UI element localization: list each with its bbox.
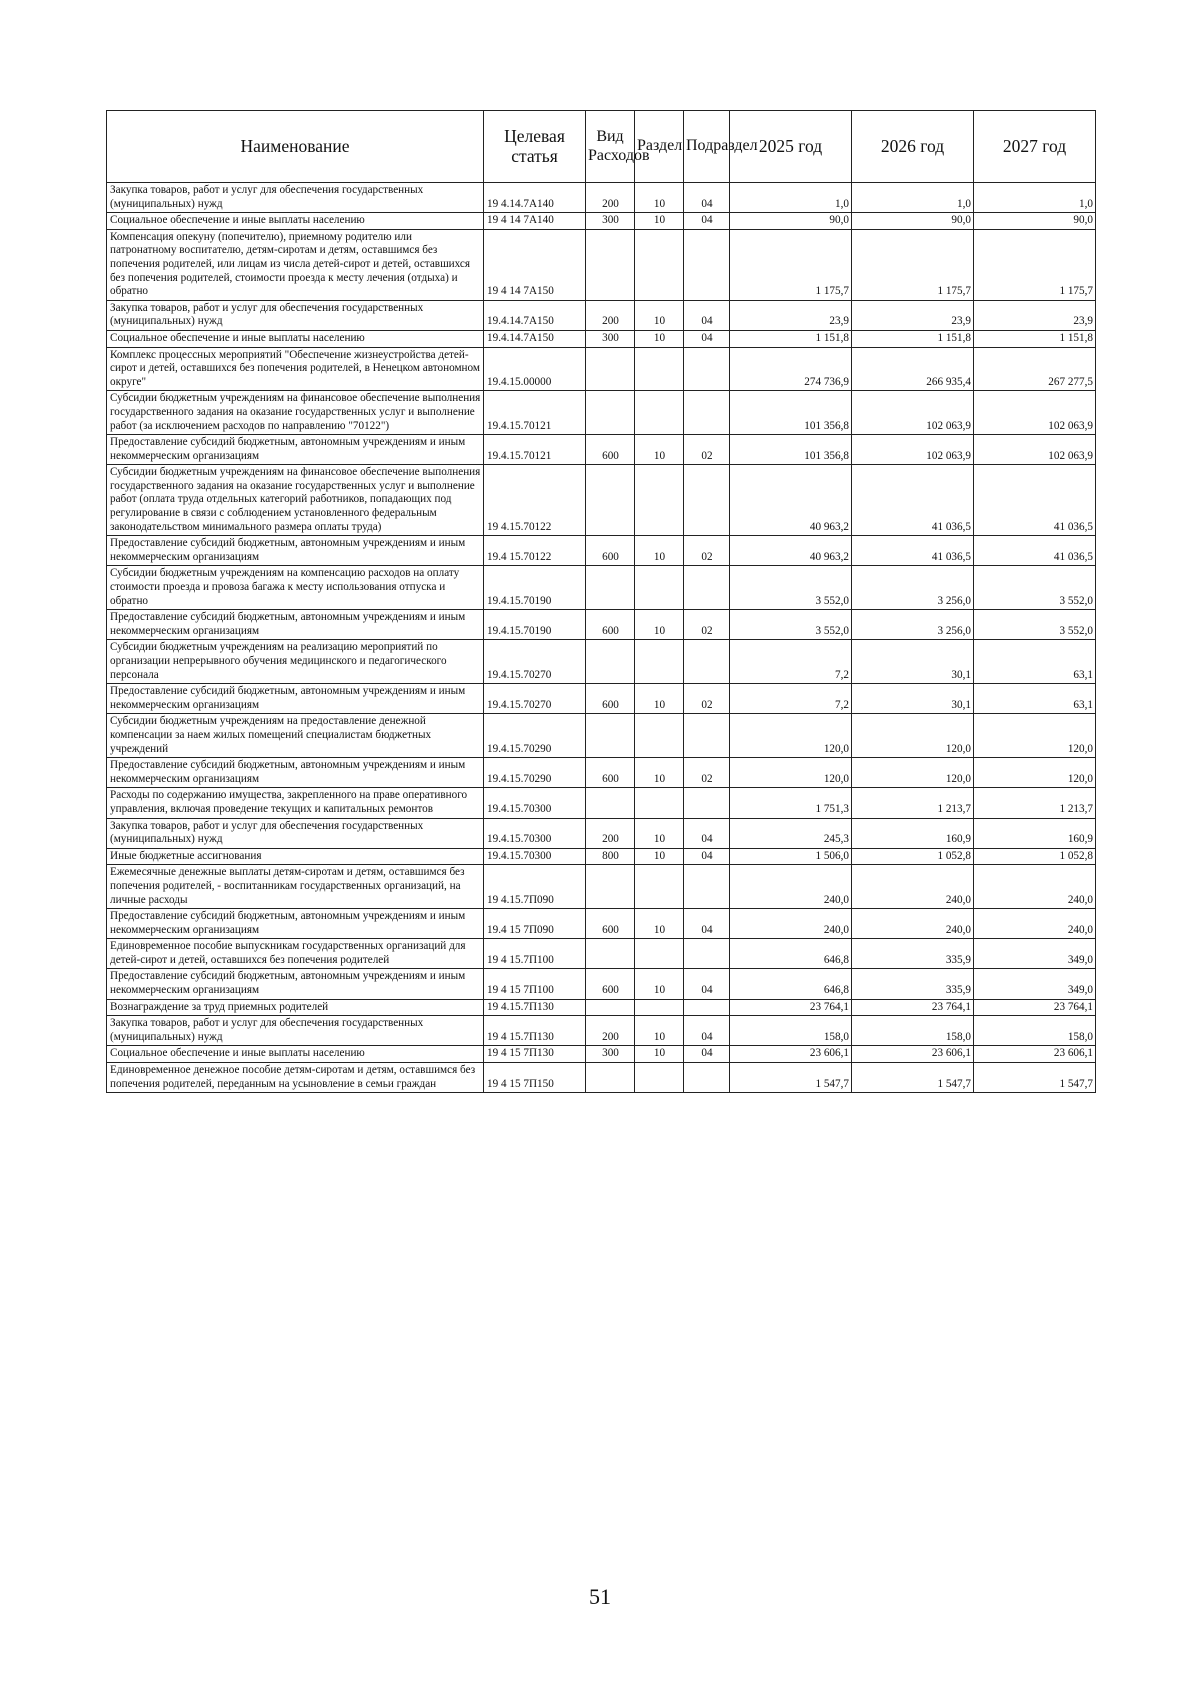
table-row bbox=[107, 391, 1096, 435]
header-target: Целевая статья bbox=[484, 111, 586, 183]
row-target: 19.4.15.70270 bbox=[484, 640, 586, 684]
row-type: 300 bbox=[586, 330, 635, 347]
row-name: Компенсация опекуну (попечителю), приемному родителю или патронатному воспитателю, детям-сиротам и детям, оставшимся без попечения родителей, или лицам из числа детей-сирот и детей, оставшихся без попечения родителей, стоимости проезда к месту лечения (отдыха) и обратно bbox=[107, 229, 484, 300]
row-value-2027: 23,9 bbox=[974, 300, 1096, 330]
table-row bbox=[107, 213, 1096, 230]
row-value-2027: 41 036,5 bbox=[974, 536, 1096, 566]
row-subsection: 02 bbox=[684, 435, 730, 465]
row-section bbox=[635, 347, 684, 391]
row-value-2025: 40 963,2 bbox=[730, 465, 852, 536]
row-value-2027: 41 036,5 bbox=[974, 465, 1096, 536]
table-row bbox=[107, 758, 1096, 788]
budget-table bbox=[106, 110, 1096, 1093]
row-value-2025: 23,9 bbox=[730, 300, 852, 330]
row-target: 19.4.15.70300 bbox=[484, 788, 586, 818]
row-section: 10 bbox=[635, 183, 684, 213]
row-subsection bbox=[684, 865, 730, 909]
header-type: Вид Расходов bbox=[586, 111, 635, 183]
row-value-2026: 102 063,9 bbox=[852, 391, 974, 435]
row-value-2025: 7,2 bbox=[730, 640, 852, 684]
row-value-2025: 1 751,3 bbox=[730, 788, 852, 818]
row-type: 600 bbox=[586, 536, 635, 566]
row-name: Субсидии бюджетным учреждениям на финансовое обеспечение выполнения государственного задания на оказание государственных услуг и выполнение работ (оплата труда отдельных категорий работников, попадающих под регулирование в связи с соблюдением установленного федеральным законодательством минимального размера оплаты труда) bbox=[107, 465, 484, 536]
row-value-2026: 30,1 bbox=[852, 640, 974, 684]
table-row bbox=[107, 566, 1096, 610]
row-value-2026: 1 175,7 bbox=[852, 229, 974, 300]
row-name: Закупка товаров, работ и услуг для обеспечения государственных (муниципальных) нужд bbox=[107, 300, 484, 330]
row-value-2025: 240,0 bbox=[730, 865, 852, 909]
row-value-2025: 120,0 bbox=[730, 714, 852, 758]
row-value-2027: 3 552,0 bbox=[974, 610, 1096, 640]
row-section: 10 bbox=[635, 300, 684, 330]
row-subsection: 04 bbox=[684, 183, 730, 213]
row-type: 600 bbox=[586, 435, 635, 465]
row-type: 600 bbox=[586, 909, 635, 939]
header-2025: 2025 год bbox=[730, 111, 852, 183]
row-section: 10 bbox=[635, 1016, 684, 1046]
row-value-2026: 41 036,5 bbox=[852, 536, 974, 566]
row-target: 19 4.15.70122 bbox=[484, 465, 586, 536]
row-value-2025: 101 356,8 bbox=[730, 391, 852, 435]
row-target: 19 4 15.7П100 bbox=[484, 939, 586, 969]
row-subsection: 04 bbox=[684, 330, 730, 347]
row-value-2027: 1 052,8 bbox=[974, 848, 1096, 865]
row-name: Предоставление субсидий бюджетным, автономным учреждениям и иным некоммерческим организациям bbox=[107, 610, 484, 640]
row-value-2026: 240,0 bbox=[852, 909, 974, 939]
table-row bbox=[107, 536, 1096, 566]
row-value-2027: 240,0 bbox=[974, 909, 1096, 939]
table-row bbox=[107, 465, 1096, 536]
row-section: 10 bbox=[635, 610, 684, 640]
row-name: Предоставление субсидий бюджетным, автономным учреждениям и иным некоммерческим организациям bbox=[107, 909, 484, 939]
row-value-2025: 3 552,0 bbox=[730, 610, 852, 640]
row-value-2026: 1 213,7 bbox=[852, 788, 974, 818]
row-type: 600 bbox=[586, 684, 635, 714]
row-subsection: 04 bbox=[684, 818, 730, 848]
header-subsection: Подраздел bbox=[684, 111, 730, 183]
row-value-2027: 1 151,8 bbox=[974, 330, 1096, 347]
table-row bbox=[107, 969, 1096, 999]
row-subsection: 02 bbox=[684, 610, 730, 640]
row-subsection bbox=[684, 939, 730, 969]
row-section bbox=[635, 640, 684, 684]
row-section: 10 bbox=[635, 684, 684, 714]
row-section bbox=[635, 788, 684, 818]
row-value-2027: 240,0 bbox=[974, 865, 1096, 909]
row-value-2025: 158,0 bbox=[730, 1016, 852, 1046]
row-value-2026: 41 036,5 bbox=[852, 465, 974, 536]
row-value-2026: 23,9 bbox=[852, 300, 974, 330]
header-section: Раздел bbox=[635, 111, 684, 183]
row-name: Предоставление субсидий бюджетным, автономным учреждениям и иным некоммерческим организациям bbox=[107, 758, 484, 788]
row-subsection bbox=[684, 999, 730, 1016]
row-value-2027: 3 552,0 bbox=[974, 566, 1096, 610]
table-row bbox=[107, 610, 1096, 640]
row-target: 19 4 14 7А150 bbox=[484, 229, 586, 300]
row-subsection: 02 bbox=[684, 684, 730, 714]
row-value-2027: 63,1 bbox=[974, 640, 1096, 684]
row-value-2025: 101 356,8 bbox=[730, 435, 852, 465]
row-section bbox=[635, 939, 684, 969]
row-target: 19.4.15.70121 bbox=[484, 391, 586, 435]
row-type: 600 bbox=[586, 969, 635, 999]
row-subsection bbox=[684, 1063, 730, 1093]
row-value-2025: 1,0 bbox=[730, 183, 852, 213]
row-subsection: 04 bbox=[684, 909, 730, 939]
row-section bbox=[635, 391, 684, 435]
row-section: 10 bbox=[635, 330, 684, 347]
table-row bbox=[107, 848, 1096, 865]
row-subsection bbox=[684, 788, 730, 818]
row-name: Вознаграждение за труд приемных родителей bbox=[107, 999, 484, 1016]
table-row bbox=[107, 909, 1096, 939]
row-subsection bbox=[684, 347, 730, 391]
row-section bbox=[635, 999, 684, 1016]
row-name: Социальное обеспечение и иные выплаты населению bbox=[107, 213, 484, 230]
row-type bbox=[586, 999, 635, 1016]
row-value-2026: 158,0 bbox=[852, 1016, 974, 1046]
row-name: Комплекс процессных мероприятий "Обеспечение жизнеустройства детей-сирот и детей, оставшихся без попечения родителей, в Ненецком автономном округе" bbox=[107, 347, 484, 391]
table-row bbox=[107, 229, 1096, 300]
row-type: 200 bbox=[586, 818, 635, 848]
row-value-2026: 23 764,1 bbox=[852, 999, 974, 1016]
row-value-2026: 1 052,8 bbox=[852, 848, 974, 865]
row-value-2027: 1 547,7 bbox=[974, 1063, 1096, 1093]
row-name: Субсидии бюджетным учреждениям на финансовое обеспечение выполнения государственного задания на оказание государственных услуг и выполнение работ (за исключением расходов по направлению "70122") bbox=[107, 391, 484, 435]
row-subsection: 02 bbox=[684, 758, 730, 788]
row-section bbox=[635, 714, 684, 758]
row-value-2027: 102 063,9 bbox=[974, 391, 1096, 435]
row-section bbox=[635, 1063, 684, 1093]
table-row bbox=[107, 939, 1096, 969]
row-value-2025: 23 606,1 bbox=[730, 1046, 852, 1063]
table-row bbox=[107, 1046, 1096, 1063]
table-row bbox=[107, 788, 1096, 818]
table-row bbox=[107, 684, 1096, 714]
table-row bbox=[107, 330, 1096, 347]
table-row bbox=[107, 818, 1096, 848]
row-subsection: 04 bbox=[684, 848, 730, 865]
row-value-2027: 1 213,7 bbox=[974, 788, 1096, 818]
row-value-2027: 120,0 bbox=[974, 714, 1096, 758]
row-value-2027: 63,1 bbox=[974, 684, 1096, 714]
row-subsection: 04 bbox=[684, 300, 730, 330]
row-target: 19.4 15 7П090 bbox=[484, 909, 586, 939]
header-2027: 2027 год bbox=[974, 111, 1096, 183]
row-target: 19.4.14.7А150 bbox=[484, 330, 586, 347]
row-value-2027: 349,0 bbox=[974, 969, 1096, 999]
row-section: 10 bbox=[635, 1046, 684, 1063]
row-name: Социальное обеспечение и иные выплаты населению bbox=[107, 1046, 484, 1063]
row-name: Ежемесячные денежные выплаты детям-сиротам и детям, оставшимся без попечения родителей, - воспитанникам государственных организаций, на личные расходы bbox=[107, 865, 484, 909]
row-value-2026: 160,9 bbox=[852, 818, 974, 848]
table-row bbox=[107, 640, 1096, 684]
row-section: 10 bbox=[635, 435, 684, 465]
row-type bbox=[586, 465, 635, 536]
row-name: Закупка товаров, работ и услуг для обеспечения государственных (муниципальных) нужд bbox=[107, 183, 484, 213]
header-2026: 2026 год bbox=[852, 111, 974, 183]
row-type: 200 bbox=[586, 300, 635, 330]
row-value-2025: 1 547,7 bbox=[730, 1063, 852, 1093]
row-type bbox=[586, 391, 635, 435]
row-type: 600 bbox=[586, 610, 635, 640]
row-type bbox=[586, 566, 635, 610]
row-name: Субсидии бюджетным учреждениям на реализацию мероприятий по организации непрерывного обучения медицинского и педагогического персонала bbox=[107, 640, 484, 684]
row-value-2025: 240,0 bbox=[730, 909, 852, 939]
row-section: 10 bbox=[635, 213, 684, 230]
table-header-row bbox=[107, 111, 1096, 183]
row-value-2026: 1,0 bbox=[852, 183, 974, 213]
row-subsection bbox=[684, 566, 730, 610]
row-target: 19 4.15.7П090 bbox=[484, 865, 586, 909]
row-value-2027: 120,0 bbox=[974, 758, 1096, 788]
table-body bbox=[107, 183, 1096, 1093]
row-value-2025: 245,3 bbox=[730, 818, 852, 848]
row-value-2027: 102 063,9 bbox=[974, 435, 1096, 465]
row-name: Единовременное денежное пособие детям-сиротам и детям, оставшимся без попечения родителей, переданным на усыновление в семьи граждан bbox=[107, 1063, 484, 1093]
row-section bbox=[635, 865, 684, 909]
row-name: Предоставление субсидий бюджетным, автономным учреждениям и иным некоммерческим организациям bbox=[107, 536, 484, 566]
row-section: 10 bbox=[635, 758, 684, 788]
row-value-2025: 1 506,0 bbox=[730, 848, 852, 865]
row-name: Иные бюджетные ассигнования bbox=[107, 848, 484, 865]
row-value-2027: 23 764,1 bbox=[974, 999, 1096, 1016]
row-value-2026: 335,9 bbox=[852, 939, 974, 969]
row-name: Единовременное пособие выпускникам государственных организаций для детей-сирот и детей, оставшихся без попечения родителей bbox=[107, 939, 484, 969]
row-target: 19.4.15.70290 bbox=[484, 714, 586, 758]
row-type: 200 bbox=[586, 183, 635, 213]
table-row bbox=[107, 865, 1096, 909]
row-subsection bbox=[684, 391, 730, 435]
row-section: 10 bbox=[635, 848, 684, 865]
row-target: 19 4 15 7П150 bbox=[484, 1063, 586, 1093]
row-section bbox=[635, 229, 684, 300]
row-value-2026: 1 151,8 bbox=[852, 330, 974, 347]
row-type: 300 bbox=[586, 213, 635, 230]
table-row bbox=[107, 714, 1096, 758]
row-name: Предоставление субсидий бюджетным, автономным учреждениям и иным некоммерческим организациям bbox=[107, 435, 484, 465]
row-section: 10 bbox=[635, 909, 684, 939]
row-name: Предоставление субсидий бюджетным, автономным учреждениям и иным некоммерческим организациям bbox=[107, 969, 484, 999]
row-type: 600 bbox=[586, 758, 635, 788]
table-row bbox=[107, 183, 1096, 213]
row-target: 19.4 15.70122 bbox=[484, 536, 586, 566]
row-type bbox=[586, 939, 635, 969]
row-value-2025: 274 736,9 bbox=[730, 347, 852, 391]
row-value-2025: 1 175,7 bbox=[730, 229, 852, 300]
row-value-2026: 3 256,0 bbox=[852, 566, 974, 610]
row-target: 19 4 15.7П130 bbox=[484, 1016, 586, 1046]
row-section: 10 bbox=[635, 818, 684, 848]
row-type bbox=[586, 865, 635, 909]
row-value-2026: 120,0 bbox=[852, 714, 974, 758]
row-value-2025: 90,0 bbox=[730, 213, 852, 230]
row-subsection: 04 bbox=[684, 213, 730, 230]
table-row bbox=[107, 435, 1096, 465]
row-value-2025: 23 764,1 bbox=[730, 999, 852, 1016]
row-value-2026: 335,9 bbox=[852, 969, 974, 999]
row-type: 800 bbox=[586, 848, 635, 865]
row-type bbox=[586, 347, 635, 391]
row-target: 19 4 15 7П100 bbox=[484, 969, 586, 999]
row-value-2026: 3 256,0 bbox=[852, 610, 974, 640]
row-value-2025: 646,8 bbox=[730, 969, 852, 999]
row-target: 19.4.15.70190 bbox=[484, 566, 586, 610]
row-type: 300 bbox=[586, 1046, 635, 1063]
row-value-2027: 267 277,5 bbox=[974, 347, 1096, 391]
row-value-2026: 1 547,7 bbox=[852, 1063, 974, 1093]
row-subsection: 04 bbox=[684, 1016, 730, 1046]
row-section: 10 bbox=[635, 969, 684, 999]
row-value-2027: 90,0 bbox=[974, 213, 1096, 230]
row-target: 19.4.15.00000 bbox=[484, 347, 586, 391]
row-value-2025: 7,2 bbox=[730, 684, 852, 714]
row-name: Субсидии бюджетным учреждениям на предоставление денежной компенсации за наем жилых помещений специалистам бюджетных учреждений bbox=[107, 714, 484, 758]
row-target: 19.4.15.70290 bbox=[484, 758, 586, 788]
row-value-2027: 1 175,7 bbox=[974, 229, 1096, 300]
row-target: 19 4 15 7П130 bbox=[484, 1046, 586, 1063]
row-type bbox=[586, 640, 635, 684]
row-target: 19 4.15.7П130 bbox=[484, 999, 586, 1016]
row-target: 19 4 14 7А140 bbox=[484, 213, 586, 230]
row-value-2026: 102 063,9 bbox=[852, 435, 974, 465]
row-name: Закупка товаров, работ и услуг для обеспечения государственных (муниципальных) нужд bbox=[107, 818, 484, 848]
row-target: 19.4.14.7А150 bbox=[484, 300, 586, 330]
row-section: 10 bbox=[635, 536, 684, 566]
row-value-2027: 23 606,1 bbox=[974, 1046, 1096, 1063]
row-target: 19.4.15.70300 bbox=[484, 848, 586, 865]
row-target: 19.4.15.70300 bbox=[484, 818, 586, 848]
table-row bbox=[107, 300, 1096, 330]
row-type bbox=[586, 1063, 635, 1093]
table-row bbox=[107, 347, 1096, 391]
table-row bbox=[107, 1063, 1096, 1093]
row-target: 19.4.15.70270 bbox=[484, 684, 586, 714]
row-value-2027: 160,9 bbox=[974, 818, 1096, 848]
table-row bbox=[107, 1016, 1096, 1046]
row-name: Предоставление субсидий бюджетным, автономным учреждениям и иным некоммерческим организациям bbox=[107, 684, 484, 714]
row-value-2026: 240,0 bbox=[852, 865, 974, 909]
header-name: Наименование bbox=[107, 111, 484, 183]
row-type: 200 bbox=[586, 1016, 635, 1046]
row-type bbox=[586, 229, 635, 300]
row-value-2027: 1,0 bbox=[974, 183, 1096, 213]
row-value-2027: 349,0 bbox=[974, 939, 1096, 969]
row-subsection: 04 bbox=[684, 969, 730, 999]
row-type bbox=[586, 714, 635, 758]
row-value-2025: 120,0 bbox=[730, 758, 852, 788]
row-name: Расходы по содержанию имущества, закрепленного на праве оперативного управления, включая проведение текущих и капитальных ремонтов bbox=[107, 788, 484, 818]
row-subsection bbox=[684, 229, 730, 300]
row-target: 19.4.15.70121 bbox=[484, 435, 586, 465]
row-value-2025: 646,8 bbox=[730, 939, 852, 969]
row-value-2027: 158,0 bbox=[974, 1016, 1096, 1046]
row-value-2026: 266 935,4 bbox=[852, 347, 974, 391]
row-value-2026: 30,1 bbox=[852, 684, 974, 714]
row-value-2026: 23 606,1 bbox=[852, 1046, 974, 1063]
row-type bbox=[586, 788, 635, 818]
row-subsection bbox=[684, 714, 730, 758]
row-subsection: 02 bbox=[684, 536, 730, 566]
row-subsection bbox=[684, 640, 730, 684]
row-value-2026: 90,0 bbox=[852, 213, 974, 230]
row-target: 19 4.14.7А140 bbox=[484, 183, 586, 213]
row-value-2025: 40 963,2 bbox=[730, 536, 852, 566]
row-name: Социальное обеспечение и иные выплаты населению bbox=[107, 330, 484, 347]
row-name: Закупка товаров, работ и услуг для обеспечения государственных (муниципальных) нужд bbox=[107, 1016, 484, 1046]
row-section bbox=[635, 465, 684, 536]
row-name: Субсидии бюджетным учреждениям на компенсацию расходов на оплату стоимости проезда и провоза багажа к месту использования отпуска и обратно bbox=[107, 566, 484, 610]
row-value-2026: 120,0 bbox=[852, 758, 974, 788]
row-target: 19.4.15.70190 bbox=[484, 610, 586, 640]
row-value-2025: 3 552,0 bbox=[730, 566, 852, 610]
page-number: 51 bbox=[589, 1584, 611, 1609]
row-subsection: 04 bbox=[684, 1046, 730, 1063]
table-row bbox=[107, 999, 1096, 1016]
row-section bbox=[635, 566, 684, 610]
row-value-2025: 1 151,8 bbox=[730, 330, 852, 347]
row-subsection bbox=[684, 465, 730, 536]
